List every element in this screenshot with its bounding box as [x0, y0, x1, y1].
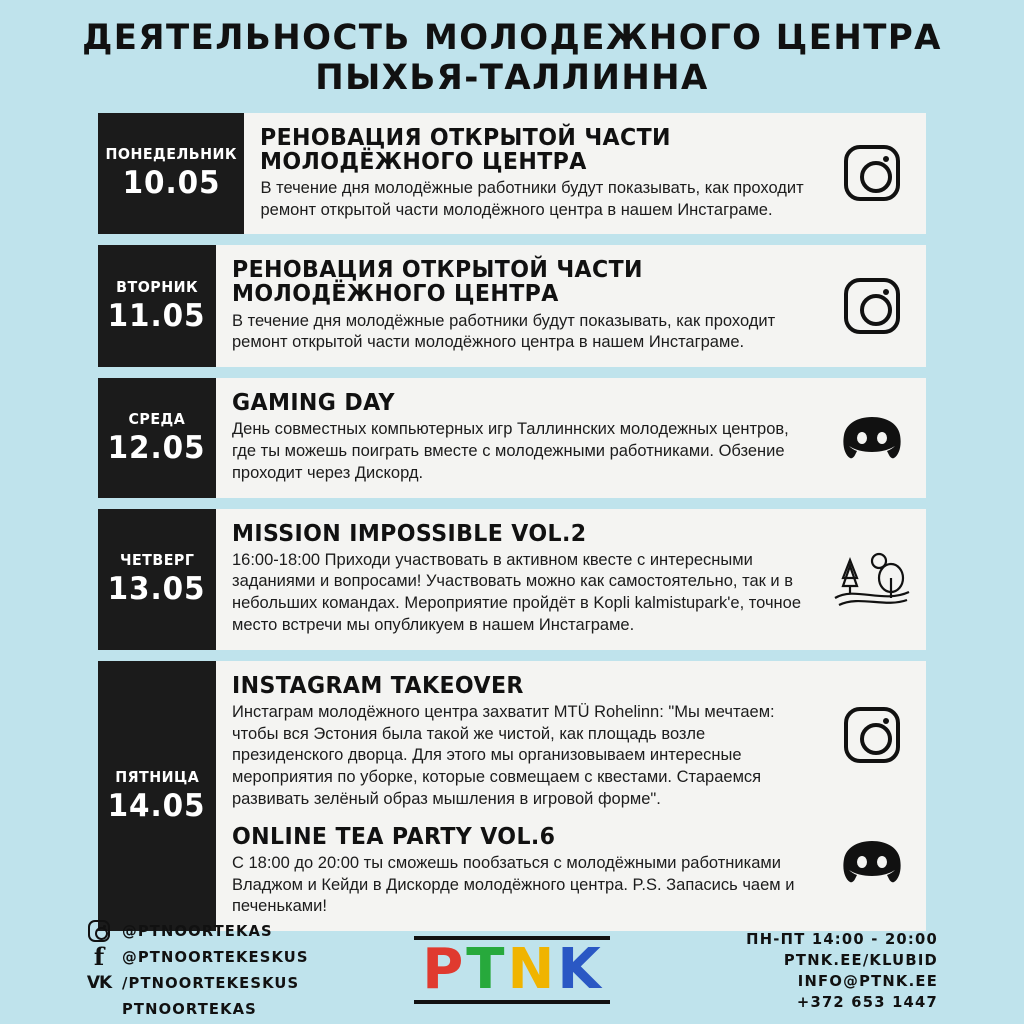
logo-wrapper	[386, 936, 638, 1004]
event-icons	[818, 245, 926, 367]
event	[260, 126, 804, 222]
email-link[interactable]: INFO@PTNK.EE	[797, 971, 938, 990]
nature-icon	[833, 548, 911, 610]
day-box	[98, 113, 244, 235]
day-box	[98, 378, 216, 497]
event-title: GAMING DAY	[232, 390, 395, 417]
instagram-icon	[844, 145, 900, 201]
schedule-row	[98, 509, 926, 650]
day-name: ЧЕТВЕРГ	[119, 551, 195, 570]
day-name: СРЕДА	[128, 409, 186, 428]
day-name: ПОНЕДЕЛЬНИК	[105, 145, 238, 164]
day-date: 12.05	[108, 429, 206, 466]
event-description: Инстаграм молодёжного центра захватит MTÜ Rohelinn: "Мы мечтаем: чтобы вся Эстония была такой же чистой, как площадь возле президенского дворца. Для этого мы организовываем интересные мероприятия по уборке, которые совмещаем с квестами. Стараемся развивать зелёный образ мышления в игровой форме".	[232, 702, 775, 808]
event	[232, 522, 804, 637]
day-date: 14.05	[108, 787, 206, 824]
event-content	[216, 509, 818, 650]
event	[232, 825, 804, 918]
day-date: 13.05	[108, 571, 206, 608]
event-icons	[818, 113, 926, 235]
day-box	[98, 509, 216, 650]
day-date: 10.05	[122, 165, 221, 202]
event-content	[244, 113, 818, 235]
event-title: РЕНОВАЦИЯ ОТКРЫТОЙ ЧАСТИ МОЛОДЁЖНОГО ЦЕНТРА	[260, 124, 672, 175]
event-title: INSTAGRAM TAKEOVER	[232, 672, 524, 699]
event-icons	[818, 509, 926, 650]
discord-icon	[842, 839, 902, 885]
event-description: В течение дня молодёжные работники будут показывать, как проходит ремонт открытой части молодёжного центра в нашем Инстаграме.	[232, 311, 776, 352]
day-box	[98, 245, 216, 367]
schedule-row	[98, 245, 926, 367]
website-link[interactable]: PTNK.EE/KLUBID	[783, 950, 938, 969]
day-date: 11.05	[108, 298, 206, 335]
event-content	[216, 661, 818, 931]
schedule-row	[98, 661, 926, 931]
logo-letter-p: P	[422, 937, 465, 1002]
instagram-icon	[844, 278, 900, 334]
title-line-2: ПЫХЬЯ-ТАЛЛИННА	[315, 58, 709, 99]
schedule-row	[98, 113, 926, 235]
event-description: День совместных компьютерных игр Таллиннских молодежных центров, где ты можешь поиграть вместе с молодежными работниками. Обзение проходит через Дискорд.	[232, 420, 789, 482]
vk-icon: VK	[86, 972, 112, 993]
social-handle: @PTNOORTEKAS	[122, 922, 273, 940]
event-title: РЕНОВАЦИЯ ОТКРЫТОЙ ЧАСТИ МОЛОДЁЖНОГО ЦЕНТРА	[232, 257, 643, 308]
logo-letter-k: K	[557, 937, 602, 1002]
logo-letter-n: N	[507, 937, 556, 1002]
contact-info	[638, 930, 938, 1011]
title-line-1: ДЕЯТЕЛЬНОСТЬ МОЛОДЕЖНОГО ЦЕНТРА	[82, 18, 942, 58]
social-item-instagram[interactable]	[86, 920, 386, 943]
ptnk-logo	[414, 936, 610, 1004]
social-handle: PTNOORTEKAS	[122, 1000, 257, 1018]
event	[232, 391, 804, 484]
event-title: ONLINE TEA PARTY VOL.6	[232, 823, 556, 850]
social-handle: @PTNOORTEKESKUS	[122, 948, 309, 966]
event-description: В течение дня молодёжные работники будут показывать, как проходит ремонт открытой части молодёжного центра в нашем Инстаграме.	[260, 178, 804, 219]
social-handle: /PTNOORTEKESKUS	[122, 974, 300, 992]
instagram-icon	[86, 920, 112, 942]
social-item-facebook[interactable]	[86, 942, 386, 971]
discord-icon	[842, 415, 902, 461]
opening-hours: ПН-ПТ 14:00 - 20:00	[746, 929, 938, 948]
phone-number[interactable]: +372 653 1447	[796, 992, 938, 1011]
day-name: ПЯТНИЦА	[114, 767, 200, 786]
event-content	[216, 245, 818, 367]
instagram-icon	[844, 707, 900, 763]
event-icons	[818, 378, 926, 497]
schedule-row	[98, 378, 926, 497]
event-title: MISSION IMPOSSIBLE VOL.2	[232, 520, 587, 547]
event-description: С 18:00 до 20:00 ты сможешь пообзаться с молодёжными работниками Владжом и Кейди в Дискорде молодёжного центра. P.S. Запасись чаем и печеньками!	[232, 853, 795, 916]
event-icons	[818, 661, 926, 931]
day-name: ВТОРНИК	[116, 278, 198, 297]
poster-title	[0, 0, 1024, 105]
social-item-extra[interactable]	[86, 998, 386, 1021]
day-box	[98, 661, 216, 931]
event-description: 16:00-18:00 Приходи участвовать в активном квесте с интересными заданиями и вопросами! Участвовать можно как самостоятельно, так и в небольших командах. Мероприятие пройдёт в Kopli kalmistupark'e, точное место встречи мы опубликуем в нашем Инстаграме.	[232, 550, 802, 634]
footer	[0, 916, 1024, 1024]
event	[232, 258, 804, 354]
event-content	[216, 378, 818, 497]
schedule-list	[0, 105, 1024, 932]
social-links	[86, 920, 386, 1021]
social-item-vk[interactable]	[86, 972, 386, 995]
logo-letter-t: T	[466, 937, 506, 1002]
facebook-icon: f	[93, 942, 105, 971]
event	[232, 674, 804, 811]
